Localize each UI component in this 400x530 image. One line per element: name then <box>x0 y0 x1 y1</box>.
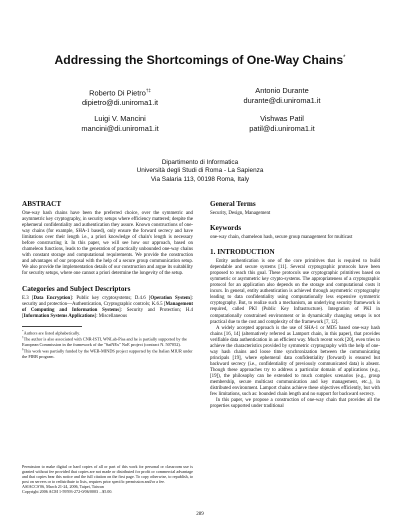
general-terms-heading: General Terms <box>210 200 256 208</box>
author-email: durante@di.uniroma1.it <box>243 95 321 105</box>
footnote-rule <box>22 326 82 327</box>
abstract-text: One-way hash chains have been the preferred choice, over the symmetric and asymmetric key cryptography, in security setups where efficiency mattered; despite the ephemeral confidentiality and authentication they assure. Known constructions of one-way chains (for example, SHA-1 based), only ensure the forward secrecy and have limitations over their length i.e., a priori knowledge of chain's length is necessary before constructing it. In this paper, we will see how our approach, based on chameleon functions, leads to the generation of practically unbounded one-way chains with constant storage and computational requirements. We provide the construction and advantages of our proposal with the help of a secure group communication setup. We also provide the implementation details of our construction and argue its suitability for security setups, where one cannot a priori determine the longevity of the setup. <box>22 211 193 277</box>
left-column <box>22 200 193 359</box>
conference-info: ASIACCS'06, March 21-24, 2006, Taipei, Taiwan <box>22 484 104 490</box>
footnote-1: *Authors are listed alphabetically. <box>22 328 81 336</box>
permission-notice: Permission to make digital or hard copies of all or part of this work for personal or classroom use is granted without fee provided that copies are not made or distributed for profit or commercial advantage and that copies bear this notice and the full citation on the first page. To copy otherwise, to republish, to post on servers or to redistribute to lists, requires prior specific permission and/or a fee. ASIACCS'06, March 21-24, 2006, Taipei, Taiwan Copyright 2006 ACM 1-59593-272-0/06/0003 ...$5.00. <box>22 464 193 495</box>
right-column <box>210 200 380 410</box>
author-email: mancini@di.uniroma1.it <box>81 123 159 133</box>
author-email: dipietro@di.uniroma1.it <box>81 98 159 108</box>
author-name: Luigi V. Mancini <box>94 114 146 123</box>
abstract-heading: ABSTRACT <box>22 200 62 208</box>
keywords-text: one-way chain, chameleon hash, secure group management for multicast <box>210 235 353 241</box>
title-text: Addressing the Shortcomings of One-Way Chains <box>54 53 344 67</box>
paper-title <box>0 53 400 67</box>
introduction-heading: 1. INTRODUCTION <box>210 248 275 257</box>
general-terms-text: Security, Design, Management <box>210 211 271 216</box>
author-block-1 <box>60 86 180 108</box>
author-name: Antonio Durante <box>255 86 309 95</box>
author-block-4 <box>222 114 342 133</box>
categories-text: E.3 [Data Encryption]: Public key cryptosystems; D.4.6 [Operation System]: security and protection—Authentication, Cryptographic controls; K.6.5 [Management of Computing and Information Systems]: Security and Protection; H.4 [Information Systems Applications]: Miscellaneous <box>22 295 193 319</box>
page-number: 289 <box>196 512 204 517</box>
copyright-info: Copyright 2006 ACM 1-59593-272-0/06/0003 ...$5.00. <box>22 489 113 495</box>
footnote-3: ‡This work was partially funded by the WEB-MINDS project supported by the Italian MIUR under the FIRB program. <box>22 347 193 360</box>
intro-paragraph-2: A widely accepted approach is the use of SHA-1 or MD5 based one-way hash chains [16, 14] (alternatively referred as Lamport chain, in this paper), that provides verifiable data authentication in an efficient way. Much recent work [20], even tries to achieve the characteristics provided by symmetric cryptography with the help of one-way hash chains and loose time synchronization between the communicating principals [19], where ephemeral data confidentiality (forward) is ensured but backward secrecy (i.e., confidentiality of previously communicated data) is absent. Though these approaches try to address a particular domain of applications (e.g., [19]), the philosophy can be extended to much complex scenarios (e.g., group membership, secure multicast communication and key management, etc.,), in distributed environment. Lamport chains achieve these objectives efficiently, but with few limitations, such as: bounded chain length and no support for backward secrecy. <box>210 325 380 398</box>
author-block-3 <box>60 114 180 133</box>
author-block-2 <box>222 86 342 105</box>
categories-heading: Categories and Subject Descriptors <box>22 284 131 293</box>
author-name: Vishwas Patil <box>260 114 304 123</box>
affiliation: Dipartimento di Informatica Università degli Studi di Roma - La Sapienza Via Salaria 113, 00198 Roma, Italy <box>136 159 264 183</box>
keywords-heading: Keywords <box>210 224 242 233</box>
author-email: patil@di.uniroma1.it <box>249 123 315 133</box>
intro-paragraph-1: Entity authentication is one of the core primitives that is required to build dependable and secure systems [11]. Several cryptographic protocols have been proposed to reach this goal. These protocols use cryptographic primitives based on symmetric or asymmetric key crypto-systems. The appropriateness of a cryptographic protocol for an application also depends on the storage and computational costs it incurs. In general, entity authentication is achieved through asymmetric cryptography leading to data confidentiality using computationally less expensive symmetric cryptography. But, to realize such a mechanism, an underlying security framework is required, called PKI (Public Key Infrastructure). Integration of PKI in computationally constrained environment or in dynamically changing setups is not practical due to the cost and complexity of the framework [7, 12]. <box>210 259 380 325</box>
title-footnote-mark: * <box>343 54 346 61</box>
intro-paragraph-3: In this paper, we propose a construction of one-way chain that provides all the properties supported under traditional <box>210 398 380 410</box>
footnote-2: †The author is also associated with CNR-ISTI, WNLab-Pisa and he is partially supported by the European Commission in the framework of the "SatNEx" NoE project (contract N. 507052). <box>22 335 187 348</box>
author-name: Roberto Di Pietro†‡ <box>89 88 151 98</box>
